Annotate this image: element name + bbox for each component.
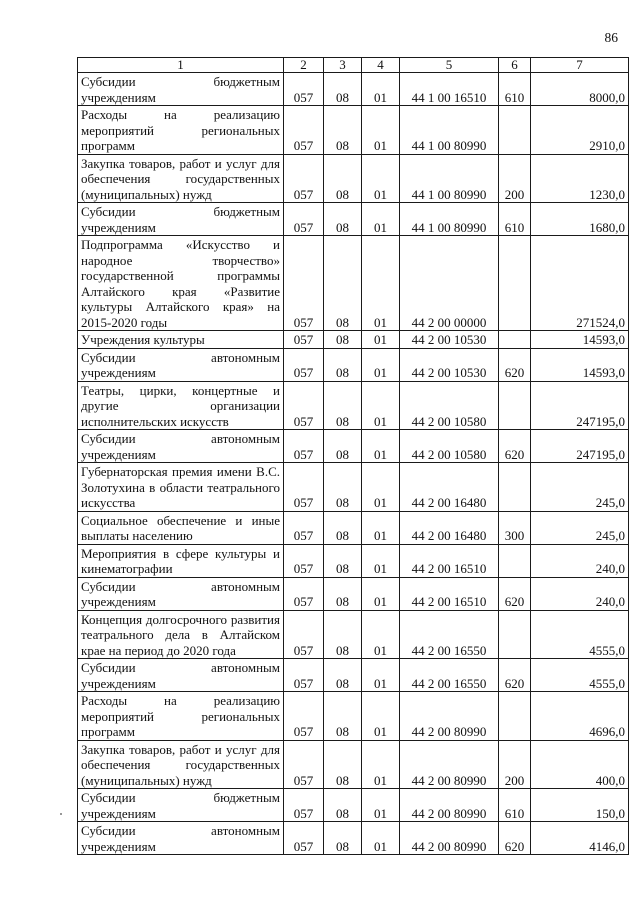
- target-article-cell: 44 2 00 16510: [400, 577, 499, 610]
- ministry-code-cell: 057: [284, 659, 324, 692]
- subsection-code-cell: 01: [362, 236, 400, 331]
- subsection-code-cell: 01: [362, 348, 400, 381]
- expense-type-cell: 620: [499, 577, 531, 610]
- subsection-code-cell: 01: [362, 544, 400, 577]
- item-name-cell: Субсидии автономным учреждениям: [78, 430, 284, 463]
- item-name-cell: Учреждения культуры: [78, 331, 284, 349]
- scan-speck: [60, 813, 62, 815]
- column-header-1: 1: [78, 58, 284, 73]
- target-article-cell: 44 2 00 80990: [400, 822, 499, 855]
- target-article-cell: 44 2 00 00000: [400, 236, 499, 331]
- table-row: [78, 822, 629, 855]
- item-name-cell: Мероприятия в сфере культуры и кинематографии: [78, 544, 284, 577]
- expense-type-cell: [499, 381, 531, 430]
- table-row: [78, 544, 629, 577]
- expense-type-cell: 200: [499, 154, 531, 203]
- amount-cell: 2910,0: [531, 106, 629, 155]
- item-name-cell: Подпрограмма «Искусство и народное творчество» государственной программы Алтайского края «Развитие культуры Алтайского края» на 2015-2020 годы: [78, 236, 284, 331]
- subsection-code-cell: 01: [362, 789, 400, 822]
- amount-cell: 1230,0: [531, 154, 629, 203]
- subsection-code-cell: 01: [362, 203, 400, 236]
- subsection-code-cell: 01: [362, 577, 400, 610]
- amount-cell: 14593,0: [531, 348, 629, 381]
- subsection-code-cell: 01: [362, 740, 400, 789]
- section-code-cell: 08: [324, 544, 362, 577]
- section-code-cell: 08: [324, 154, 362, 203]
- ministry-code-cell: 057: [284, 544, 324, 577]
- expense-type-cell: 300: [499, 511, 531, 544]
- amount-cell: 4696,0: [531, 692, 629, 741]
- section-code-cell: 08: [324, 348, 362, 381]
- expense-type-cell: 620: [499, 348, 531, 381]
- target-article-cell: 44 1 00 80990: [400, 154, 499, 203]
- table-row: [78, 511, 629, 544]
- target-article-cell: 44 2 00 16480: [400, 463, 499, 512]
- subsection-code-cell: 01: [362, 381, 400, 430]
- section-code-cell: 08: [324, 331, 362, 349]
- expense-type-cell: [499, 692, 531, 741]
- subsection-code-cell: 01: [362, 610, 400, 659]
- target-article-cell: 44 2 00 10580: [400, 381, 499, 430]
- table-row: [78, 577, 629, 610]
- item-name-cell: Субсидии автономным учреждениям: [78, 822, 284, 855]
- section-code-cell: 08: [324, 610, 362, 659]
- target-article-cell: 44 2 00 10580: [400, 430, 499, 463]
- ministry-code-cell: 057: [284, 331, 324, 349]
- section-code-cell: 08: [324, 381, 362, 430]
- ministry-code-cell: 057: [284, 740, 324, 789]
- target-article-cell: 44 2 00 80990: [400, 740, 499, 789]
- subsection-code-cell: 01: [362, 106, 400, 155]
- subsection-code-cell: 01: [362, 659, 400, 692]
- amount-cell: 240,0: [531, 544, 629, 577]
- table-row: [78, 430, 629, 463]
- expense-type-cell: 610: [499, 203, 531, 236]
- ministry-code-cell: 057: [284, 789, 324, 822]
- page-number: 86: [604, 30, 618, 45]
- table-row: [78, 154, 629, 203]
- item-name-cell: Театры, цирки, концертные и другие организации исполнительских искусств: [78, 381, 284, 430]
- item-name-cell: Субсидии бюджетным учреждениям: [78, 203, 284, 236]
- target-article-cell: 44 1 00 16510: [400, 73, 499, 106]
- section-code-cell: 08: [324, 73, 362, 106]
- section-code-cell: 08: [324, 463, 362, 512]
- table-row: [78, 789, 629, 822]
- amount-cell: 271524,0: [531, 236, 629, 331]
- target-article-cell: 44 1 00 80990: [400, 203, 499, 236]
- target-article-cell: 44 2 00 10530: [400, 331, 499, 349]
- table-header-row: [78, 58, 629, 73]
- expense-type-cell: 620: [499, 659, 531, 692]
- expense-type-cell: 620: [499, 822, 531, 855]
- table-row: [78, 659, 629, 692]
- expense-type-cell: [499, 544, 531, 577]
- amount-cell: 400,0: [531, 740, 629, 789]
- section-code-cell: 08: [324, 659, 362, 692]
- item-name-cell: Расходы на реализацию мероприятий региональных программ: [78, 692, 284, 741]
- expense-type-cell: [499, 236, 531, 331]
- target-article-cell: 44 2 00 16550: [400, 610, 499, 659]
- amount-cell: 150,0: [531, 789, 629, 822]
- expense-type-cell: [499, 610, 531, 659]
- expense-type-cell: [499, 106, 531, 155]
- ministry-code-cell: 057: [284, 381, 324, 430]
- item-name-cell: Субсидии бюджетным учреждениям: [78, 789, 284, 822]
- ministry-code-cell: 057: [284, 73, 324, 106]
- ministry-code-cell: 057: [284, 348, 324, 381]
- item-name-cell: Субсидии бюджетным учреждениям: [78, 73, 284, 106]
- table-row: [78, 740, 629, 789]
- table-row: [78, 331, 629, 349]
- ministry-code-cell: 057: [284, 511, 324, 544]
- expense-type-cell: 620: [499, 430, 531, 463]
- ministry-code-cell: 057: [284, 822, 324, 855]
- column-header-5: 5: [400, 58, 499, 73]
- subsection-code-cell: 01: [362, 511, 400, 544]
- section-code-cell: 08: [324, 692, 362, 741]
- amount-cell: 245,0: [531, 463, 629, 512]
- target-article-cell: 44 2 00 10530: [400, 348, 499, 381]
- section-code-cell: 08: [324, 740, 362, 789]
- section-code-cell: 08: [324, 789, 362, 822]
- budget-table: [77, 57, 629, 855]
- column-header-6: 6: [499, 58, 531, 73]
- column-header-4: 4: [362, 58, 400, 73]
- target-article-cell: 44 2 00 80990: [400, 692, 499, 741]
- amount-cell: 14593,0: [531, 331, 629, 349]
- section-code-cell: 08: [324, 822, 362, 855]
- column-header-2: 2: [284, 58, 324, 73]
- amount-cell: 4146,0: [531, 822, 629, 855]
- item-name-cell: Субсидии автономным учреждениям: [78, 659, 284, 692]
- ministry-code-cell: 057: [284, 430, 324, 463]
- ministry-code-cell: 057: [284, 610, 324, 659]
- amount-cell: 8000,0: [531, 73, 629, 106]
- expense-type-cell: 610: [499, 73, 531, 106]
- amount-cell: 247195,0: [531, 381, 629, 430]
- subsection-code-cell: 01: [362, 154, 400, 203]
- column-header-7: 7: [531, 58, 629, 73]
- ministry-code-cell: 057: [284, 106, 324, 155]
- table-row: [78, 236, 629, 331]
- table-row: [78, 381, 629, 430]
- subsection-code-cell: 01: [362, 822, 400, 855]
- section-code-cell: 08: [324, 106, 362, 155]
- item-name-cell: Концепция долгосрочного развития театрального дела в Алтайском крае на период до 2020 года: [78, 610, 284, 659]
- amount-cell: 4555,0: [531, 610, 629, 659]
- ministry-code-cell: 057: [284, 236, 324, 331]
- ministry-code-cell: 057: [284, 154, 324, 203]
- subsection-code-cell: 01: [362, 463, 400, 512]
- table-body: [78, 73, 629, 855]
- item-name-cell: Субсидии автономным учреждениям: [78, 577, 284, 610]
- amount-cell: 247195,0: [531, 430, 629, 463]
- section-code-cell: 08: [324, 577, 362, 610]
- expense-type-cell: [499, 331, 531, 349]
- table-row: [78, 73, 629, 106]
- target-article-cell: 44 2 00 16480: [400, 511, 499, 544]
- column-header-3: 3: [324, 58, 362, 73]
- table-row: [78, 692, 629, 741]
- item-name-cell: Субсидии автономным учреждениям: [78, 348, 284, 381]
- subsection-code-cell: 01: [362, 430, 400, 463]
- ministry-code-cell: 057: [284, 692, 324, 741]
- section-code-cell: 08: [324, 236, 362, 331]
- subsection-code-cell: 01: [362, 331, 400, 349]
- section-code-cell: 08: [324, 430, 362, 463]
- item-name-cell: Закупка товаров, работ и услуг для обеспечения государственных (муниципальных) нужд: [78, 154, 284, 203]
- target-article-cell: 44 2 00 80990: [400, 789, 499, 822]
- item-name-cell: Закупка товаров, работ и услуг для обеспечения государственных (муниципальных) нужд: [78, 740, 284, 789]
- expense-type-cell: 200: [499, 740, 531, 789]
- section-code-cell: 08: [324, 511, 362, 544]
- target-article-cell: 44 2 00 16510: [400, 544, 499, 577]
- target-article-cell: 44 2 00 16550: [400, 659, 499, 692]
- item-name-cell: Расходы на реализацию мероприятий региональных программ: [78, 106, 284, 155]
- ministry-code-cell: 057: [284, 203, 324, 236]
- amount-cell: 245,0: [531, 511, 629, 544]
- table-row: [78, 348, 629, 381]
- subsection-code-cell: 01: [362, 692, 400, 741]
- table-row: [78, 203, 629, 236]
- table-row: [78, 463, 629, 512]
- ministry-code-cell: 057: [284, 577, 324, 610]
- subsection-code-cell: 01: [362, 73, 400, 106]
- amount-cell: 1680,0: [531, 203, 629, 236]
- expense-type-cell: 610: [499, 789, 531, 822]
- expense-type-cell: [499, 463, 531, 512]
- item-name-cell: Губернаторская премия имени В.С. Золотухина в области театрального искусства: [78, 463, 284, 512]
- ministry-code-cell: 057: [284, 463, 324, 512]
- amount-cell: 4555,0: [531, 659, 629, 692]
- amount-cell: 240,0: [531, 577, 629, 610]
- section-code-cell: 08: [324, 203, 362, 236]
- item-name-cell: Социальное обеспечение и иные выплаты населению: [78, 511, 284, 544]
- table-row: [78, 610, 629, 659]
- table-row: [78, 106, 629, 155]
- target-article-cell: 44 1 00 80990: [400, 106, 499, 155]
